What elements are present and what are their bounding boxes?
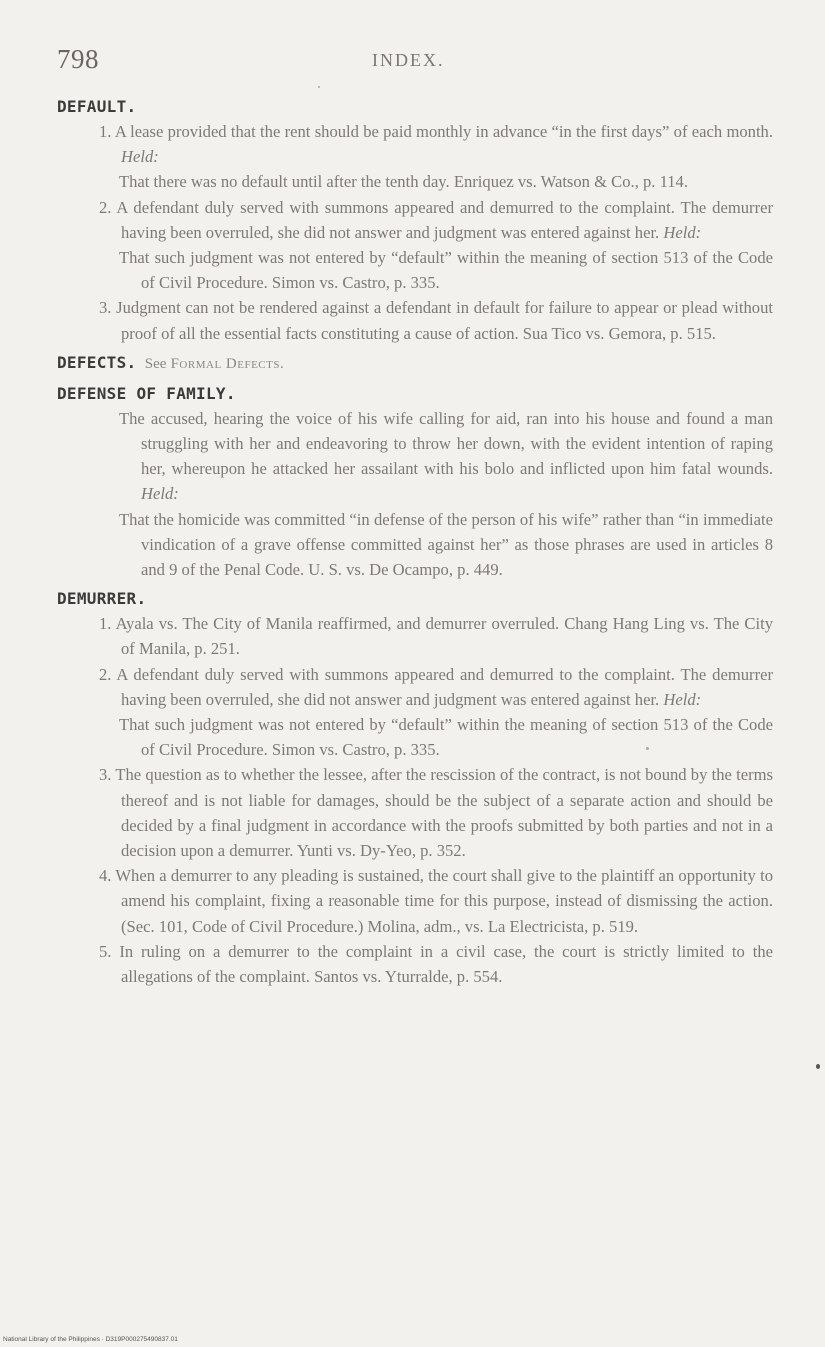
see-label: See bbox=[144, 355, 167, 372]
heading-defects: DEFECTS. bbox=[57, 352, 137, 372]
default-entry-1-text: 1. A lease provided that the rent should be paid monthly in advance “in the first days” of each month. bbox=[99, 122, 773, 141]
page-number: 798 bbox=[57, 44, 99, 74]
held-label: Held: bbox=[663, 222, 702, 242]
section-demurrer bbox=[57, 586, 773, 989]
section-default bbox=[57, 94, 773, 346]
held-label: Held: bbox=[663, 689, 702, 709]
scan-speck bbox=[816, 1064, 820, 1069]
default-entry-3: 3. Judgment can not be rendered against a defendant in default for failure to appear or plead without proof of all the essential facts constituting a cause of action. Sua Tico vs. Gemora, p. 515. bbox=[99, 298, 773, 343]
demurrer-entry-5: 5. In ruling on a demurrer to the complaint in a civil case, the court is strictly limited to the allegations of the complaint. Santos vs. Yturralde, p. 554. bbox=[99, 941, 773, 987]
heading-defense-of-family: DEFENSE OF FAMILY. bbox=[57, 383, 236, 403]
heading-default: DEFAULT. bbox=[57, 97, 137, 116]
default-entry-1-holding: That there was no default until after the tenth day. Enriquez vs. Watson & Co., p. 114. bbox=[119, 172, 689, 192]
cross-reference: Formal Defects. bbox=[170, 355, 285, 372]
default-entry-1 bbox=[57, 119, 773, 169]
section-defects bbox=[57, 350, 773, 377]
demurrer-entry-1: 1. Ayala vs. The City of Manila reaffirmed, and demurrer overruled. Chang Hang Ling vs. The City of Manila, p. 251. bbox=[99, 614, 773, 659]
index-content bbox=[57, 94, 773, 991]
default-entry-2-text: 2. A defendant duly served with summons appeared and demurred to the complaint. The demurrer having been overruled, she did not answer and judgment was entered against her. bbox=[99, 197, 773, 242]
scan-speck bbox=[646, 747, 649, 750]
heading-demurrer: DEMURRER. bbox=[57, 589, 147, 609]
default-entry-2 bbox=[57, 195, 773, 245]
default-entry-2-holding: That such judgment was not entered by “default” within the meaning of section 513 of the Code of Civil Procedure. Simon vs. Castro, p. 335. bbox=[119, 248, 773, 293]
demurrer-entry-2 bbox=[57, 662, 773, 712]
scan-footer: National Library of the Philippines · D319P000275490837.01 bbox=[3, 1336, 178, 1343]
running-head: INDEX. bbox=[372, 50, 445, 70]
scan-speck bbox=[318, 86, 320, 88]
demurrer-entry-3: 3. The question as to whether the lessee, after the rescission of the contract, is not bound by the terms thereof and is not liable for damages, should be the subject of a separate action and should be decided by a final judgment in accordance with the proofs submitted by both parties and not in a decision upon a demurrer. Yunti vs. Dy-Yeo, p. 352. bbox=[99, 765, 773, 861]
defense-entry-1-text: The accused, hearing the voice of his wife calling for aid, ran into his house and found a man struggling with her and endeavoring to throw her down, with the evident intention of raping her, whereupon he attacked her assailant with his bolo and inflicted upon him fatal wounds. bbox=[119, 408, 773, 479]
held-label: Held: bbox=[141, 484, 179, 504]
held-label: Held: bbox=[121, 147, 159, 167]
demurrer-entry-4: 4. When a demurrer to any pleading is sustained, the court shall give to the plaintiff an opportunity to amend his complaint, fixing a reasonable time for this purpose, instead of dismissing the action. (Sec. 101, Code of Civil Procedure.) Molina, adm., vs. La Electricista, p. 519. bbox=[99, 866, 773, 936]
demurrer-entry-2-text: 2. A defendant duly served with summons appeared and demurred to the complaint. The demurrer having been overruled, she did not answer and judgment was entered against her. bbox=[99, 664, 773, 709]
demurrer-entry-2-holding: That such judgment was not entered by “default” within the meaning of section 513 of the Code of Civil Procedure. Simon vs. Castro, p. 335. bbox=[119, 715, 773, 760]
defense-entry-1 bbox=[57, 406, 773, 507]
section-defense-of-family bbox=[57, 381, 773, 582]
defense-entry-1-holding: That the homicide was committed “in defense of the person of his wife” rather than “in immediate vindication of a grave offense committed against her” as those phrases are used in articles 8 and 9 of the Penal Code. U. S. vs. De Ocampo, p. 449. bbox=[119, 509, 773, 580]
